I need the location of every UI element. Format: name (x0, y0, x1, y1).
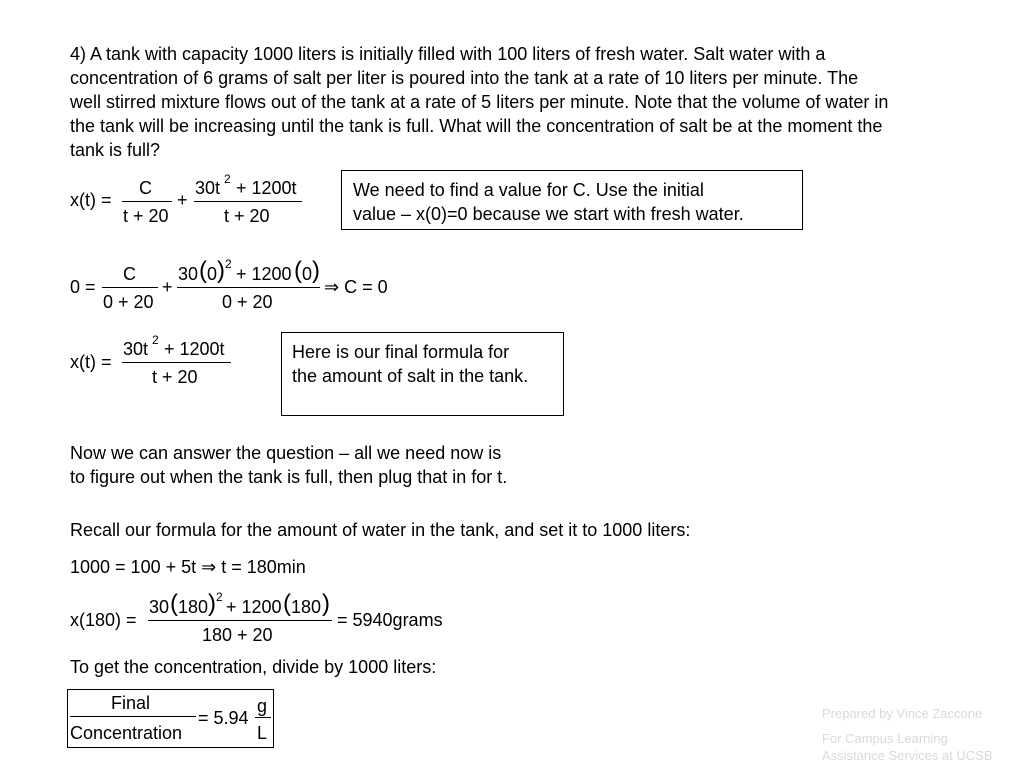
eq3-exponent: 2 (152, 333, 159, 347)
eq1-frac1-numerator: C (139, 178, 152, 198)
eq2-frac1-denominator: 0 + 20 (103, 292, 154, 312)
problem-line: well stirred mixture flows out of the tank at a rate of 5 liters per minute. Note that the volume of water in (70, 92, 889, 112)
eq2-frac2-bar (177, 287, 320, 288)
credit-org-line2: Assistance Services at UCSB (822, 748, 993, 763)
credit-org-line1: For Campus Learning (822, 731, 948, 746)
eq1-frac2-denominator: t + 20 (224, 206, 270, 226)
final-answer-box (67, 689, 274, 748)
eq2-open-paren: ( (199, 257, 207, 284)
eq1-frac2-numerator-a: 30t (195, 178, 221, 198)
eq2-close-paren-2: ) (312, 257, 320, 284)
eq2-frac2-denominator: 0 + 20 (222, 292, 273, 312)
eq5-lhs: x(180) = (70, 610, 137, 630)
note-box-final-formula (281, 332, 564, 416)
final-value: = 5.94 (198, 708, 249, 728)
eq1-exponent: 2 (224, 172, 231, 186)
final-label-bottom: Concentration (70, 723, 183, 743)
eq5-numerator-a: 30 (149, 597, 170, 617)
problem-statement (70, 42, 990, 162)
final-unit-denominator: L (257, 723, 268, 743)
eq2-open-paren-2: ( (294, 257, 302, 284)
eq2-close-paren: ) (217, 257, 225, 284)
eq5-value-a: 180 (178, 597, 209, 617)
eq5-open-paren: ( (170, 590, 178, 617)
final-unit-bar (255, 717, 271, 718)
eq5-value-b: 180 (291, 597, 322, 617)
paragraph-plan (70, 441, 507, 489)
paragraph-line: Now we can answer the question – all we need now is (70, 443, 502, 463)
eq5-bar (148, 620, 332, 621)
eq5-open-paren-2: ( (283, 590, 291, 617)
eq3-bar (122, 362, 231, 363)
eq3-lhs: x(t) = (70, 352, 112, 372)
problem-line: concentration of 6 grams of salt per liter is poured into the tank at a rate of 10 liters per minute. The (70, 68, 859, 88)
problem-line: tank is full? (70, 140, 161, 160)
note1-line: We need to find a value for C. Use the initial (353, 180, 704, 200)
eq2-zero-a: 0 (207, 264, 218, 284)
eq3-numerator-a: 30t (123, 339, 149, 359)
eq2-implies: ⇒ C = 0 (324, 277, 388, 297)
paragraph-recall-formula: Recall our formula for the amount of water in the tank, and set it to 1000 liters: (70, 520, 691, 540)
note2-line: the amount of salt in the tank. (292, 366, 529, 386)
note-box-initial-value (341, 170, 803, 230)
eq1-frac2-bar (194, 201, 302, 202)
problem-line: 4) A tank with capacity 1000 liters is initially filled with 100 liters of fresh water. Salt water with a (70, 44, 826, 64)
equation-fill-time: 1000 = 100 + 5t ⇒ t = 180min (70, 557, 306, 577)
eq5-close-paren-2: ) (322, 590, 330, 617)
eq5-exponent: 2 (216, 590, 223, 604)
eq3-numerator-b: + 1200t (164, 339, 225, 359)
eq1-frac1-bar (122, 201, 172, 202)
eq2-frac2-numerator-a: 30 (178, 264, 199, 284)
eq5-close-paren: ) (208, 590, 216, 617)
eq2-exponent: 2 (225, 257, 232, 271)
eq5-numerator-b: + 1200 (226, 597, 282, 617)
eq5-result: = 5940grams (337, 610, 443, 630)
eq2-lhs: 0 = (70, 277, 96, 297)
eq2-frac1-numerator: C (123, 264, 136, 284)
eq5-denominator: 180 + 20 (202, 625, 273, 645)
eq2-zero-b: 0 (302, 264, 313, 284)
credit-prepared-by: Prepared by Vince Zaccone (822, 706, 983, 721)
paragraph-divide: To get the concentration, divide by 1000 liters: (70, 657, 437, 677)
eq2-frac2-numerator-b: + 1200 (236, 264, 292, 284)
eq2-plus: + (162, 277, 173, 297)
note2-line: Here is our final formula for (292, 342, 510, 362)
eq1-plus: + (177, 190, 188, 210)
eq1-frac1-denominator: t + 20 (123, 206, 169, 226)
eq3-denominator: t + 20 (152, 367, 198, 387)
eq1-frac2-numerator-b: + 1200t (236, 178, 297, 198)
final-label-top: Final (111, 693, 151, 713)
paragraph-line: to figure out when the tank is full, then plug that in for t. (70, 467, 508, 487)
problem-line: the tank will be increasing until the tank is full. What will the concentration of salt be at the moment the (70, 116, 883, 136)
eq1-lhs: x(t) = (70, 190, 112, 210)
eq2-frac1-bar (102, 287, 158, 288)
final-unit-numerator: g (257, 696, 268, 716)
final-label-bar (70, 716, 196, 717)
note1-line: value – x(0)=0 because we start with fresh water. (353, 204, 744, 224)
